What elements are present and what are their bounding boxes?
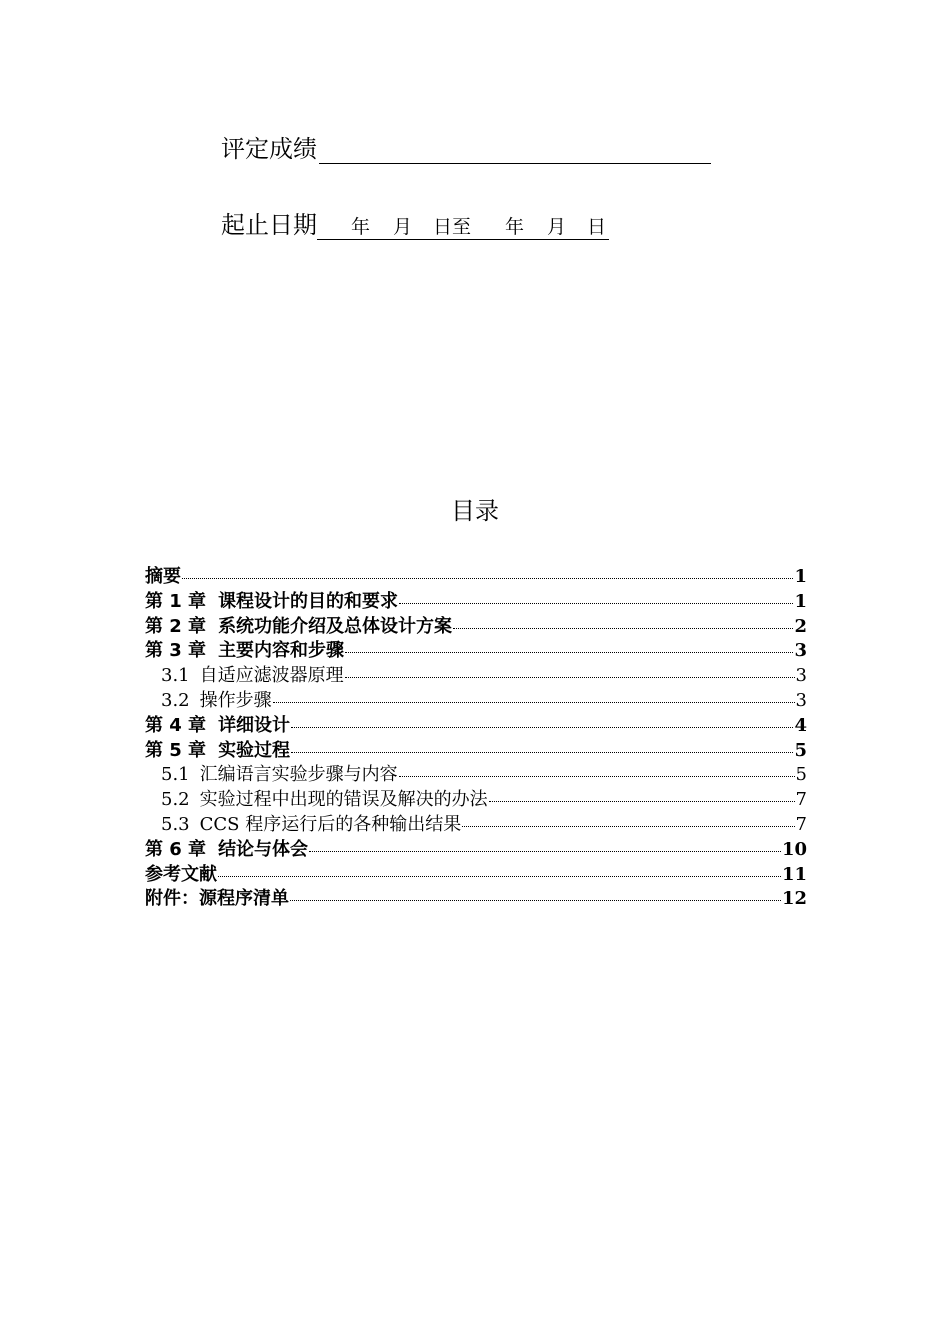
toc-entry[interactable] xyxy=(145,686,807,711)
toc-entry-page: 4 xyxy=(794,714,807,736)
toc-entry[interactable] xyxy=(145,711,807,736)
toc-dot-leader xyxy=(291,752,793,753)
toc-list xyxy=(145,562,807,909)
toc-entry-page: 3 xyxy=(794,640,807,662)
toc-dot-leader xyxy=(345,677,795,678)
toc-entry-number: 5.1 xyxy=(161,764,190,786)
toc-entry-title: 实验过程中出现的错误及解决的办法 xyxy=(199,789,488,811)
toc-dot-leader xyxy=(218,876,781,877)
toc-entry-number: 3.2 xyxy=(161,689,190,711)
toc-entry-title: 详细设计 xyxy=(218,714,291,736)
toc-dot-leader xyxy=(182,578,793,579)
toc-entry-page: 11 xyxy=(781,863,807,885)
toc-entry[interactable] xyxy=(145,562,807,587)
toc-entry-number: 第 6 章 xyxy=(145,838,207,860)
toc-entry-title: 参考文献 xyxy=(145,863,217,885)
toc-entry-number: 5.3 xyxy=(161,813,190,835)
toc-dot-leader xyxy=(290,900,781,901)
toc-entry-number: 第 4 章 xyxy=(145,714,207,736)
toc-entry-title: 操作步骤 xyxy=(199,689,272,711)
toc-entry-number: 第 1 章 xyxy=(145,590,207,612)
toc-entry-number: 第 2 章 xyxy=(145,615,207,637)
toc-entry-page: 12 xyxy=(781,888,807,910)
date-part-start-day-to: 日至 xyxy=(433,216,472,238)
toc-entry-page: 10 xyxy=(781,838,807,860)
date-part-start-month: 月 xyxy=(393,216,413,238)
toc-entry-title: 摘要 xyxy=(145,566,181,587)
toc-entry-number: 第 3 章 xyxy=(145,640,207,662)
toc-dot-leader xyxy=(489,801,795,802)
toc-entry[interactable] xyxy=(145,661,807,686)
toc-entry-title: CCS 程序运行后的各种输出结果 xyxy=(199,813,462,835)
toc-entry-title: 课程设计的目的和要求 xyxy=(218,590,399,612)
toc-entry-title: 结论与体会 xyxy=(218,838,309,860)
toc-entry-title: 系统功能介绍及总体设计方案 xyxy=(218,615,453,637)
toc-entry[interactable] xyxy=(145,835,807,860)
toc-dot-leader xyxy=(399,776,795,777)
grade-field xyxy=(221,134,711,164)
grade-label: 评定成绩 xyxy=(221,135,317,163)
toc-entry-title: 自适应滤波器原理 xyxy=(199,665,344,687)
toc-entry-title: 实验过程 xyxy=(218,739,291,761)
toc-entry-page: 7 xyxy=(795,813,807,835)
toc-dot-leader xyxy=(399,603,793,604)
toc-entry-page: 5 xyxy=(794,739,807,761)
toc-entry[interactable] xyxy=(145,587,807,612)
toc-entry-page: 3 xyxy=(795,665,807,687)
date-blank-line xyxy=(317,213,609,240)
toc-dot-leader xyxy=(309,851,781,852)
toc-dot-leader xyxy=(273,702,795,703)
toc-dot-leader xyxy=(291,727,793,728)
date-part-end-year: 年 xyxy=(505,216,525,238)
toc-entry[interactable] xyxy=(145,760,807,785)
toc-entry[interactable] xyxy=(145,636,807,661)
date-part-end-month: 月 xyxy=(547,216,567,238)
toc-entry-page: 1 xyxy=(794,590,807,612)
toc-entry-page: 2 xyxy=(794,615,807,637)
date-field xyxy=(221,210,609,240)
toc-entry-number: 5.2 xyxy=(161,789,190,811)
toc-dot-leader xyxy=(345,652,793,653)
toc-entry[interactable] xyxy=(145,612,807,637)
toc-dot-leader xyxy=(453,628,793,629)
toc-dot-leader xyxy=(462,826,794,827)
toc-entry[interactable] xyxy=(145,860,807,885)
toc-entry[interactable] xyxy=(145,810,807,835)
toc-entry-title: 附件：源程序清单 xyxy=(145,888,289,910)
toc-title: 目录 xyxy=(451,497,499,525)
toc-entry[interactable] xyxy=(145,785,807,810)
toc-entry-number: 3.1 xyxy=(161,665,190,687)
toc-entry-page: 1 xyxy=(794,566,807,587)
toc-entry-page: 5 xyxy=(795,764,807,786)
date-part-end-day: 日 xyxy=(587,216,607,238)
toc-entry-number: 第 5 章 xyxy=(145,739,207,761)
toc-entry-title: 主要内容和步骤 xyxy=(218,640,345,662)
date-part-start-year: 年 xyxy=(351,216,371,238)
toc-entry-page: 7 xyxy=(795,789,807,811)
toc-entry[interactable] xyxy=(145,736,807,761)
date-label: 起止日期 xyxy=(221,211,317,239)
toc-entry-title: 汇编语言实验步骤与内容 xyxy=(199,764,398,786)
grade-blank-line xyxy=(319,137,711,164)
toc-entry-page: 3 xyxy=(795,689,807,711)
toc-entry[interactable] xyxy=(145,884,807,909)
